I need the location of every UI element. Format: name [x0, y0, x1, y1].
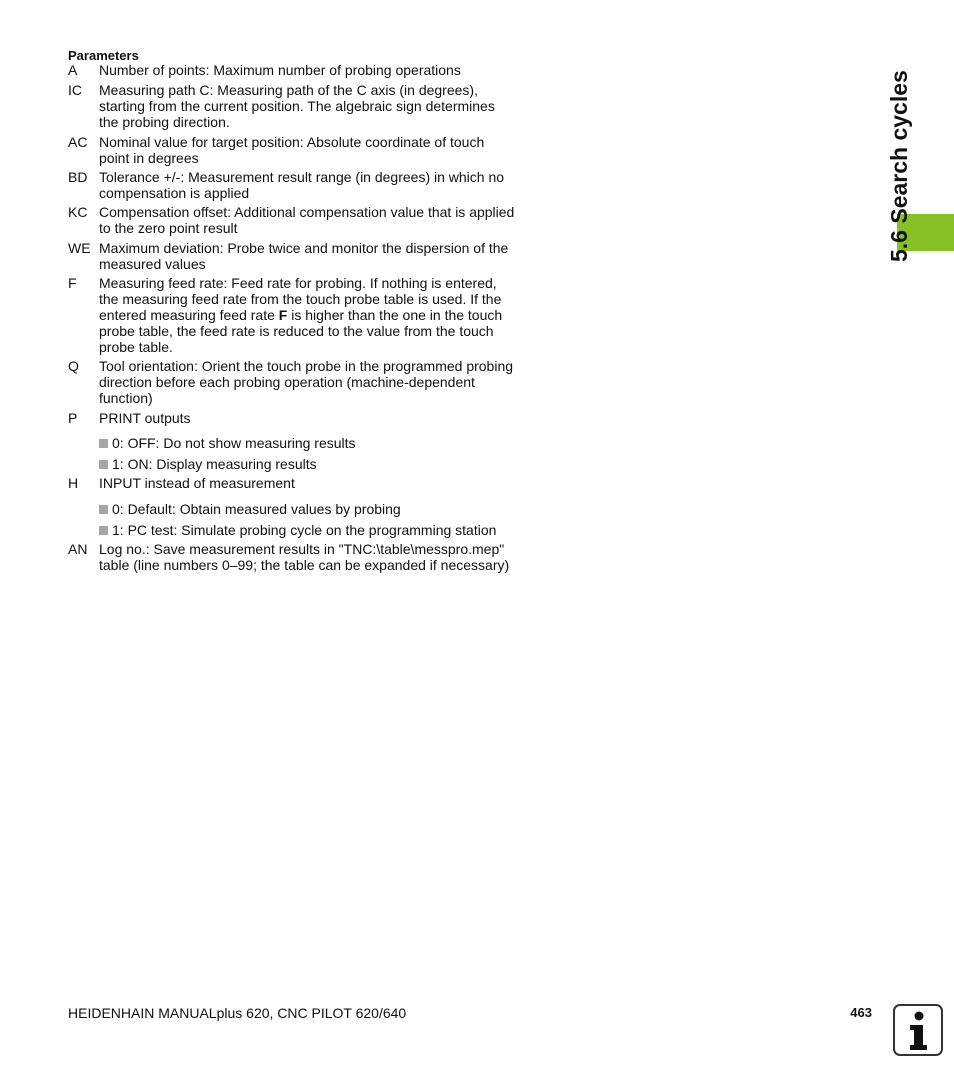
- option-item: [99, 456, 518, 472]
- param-code: IC: [68, 82, 82, 98]
- param-an: [68, 541, 518, 573]
- param-code: AN: [68, 541, 88, 557]
- param-description: Tolerance +/-: Measurement result range (in degrees) in which no compensation is applied: [99, 169, 505, 201]
- param-code: Q: [68, 358, 79, 374]
- param-code: P: [68, 410, 78, 426]
- param-description: PRINT outputs: [99, 410, 191, 426]
- param-description: Tool orientation: Orient the touch probe in the programmed probing direction before each probing operation (machine-dependent function): [99, 358, 514, 406]
- param-p: [68, 410, 518, 426]
- parameter-list: [68, 62, 518, 573]
- param-code: WE: [68, 240, 91, 256]
- option-label: 1: ON: Display measuring results: [112, 456, 317, 472]
- bullet-square-icon: [99, 505, 108, 514]
- bullet-square-icon: [99, 526, 108, 535]
- param-h: [68, 475, 518, 491]
- param-description: Nominal value for target position: Absolute coordinate of touch point in degrees: [99, 134, 485, 166]
- option-label: 0: OFF: Do not show measuring results: [112, 435, 356, 451]
- param-q: [68, 358, 518, 406]
- param-text-before: Measuring feed rate: Feed rate for probing. If nothing is entered, the measuring feed rate from the touch probe table is used. If the entered measuring feed rate: [99, 275, 502, 323]
- option-label: 1: PC test: Simulate probing cycle on the programming station: [112, 522, 497, 538]
- param-description: INPUT instead of measurement: [99, 475, 295, 491]
- param-a: [68, 62, 518, 78]
- option-item: [99, 501, 518, 517]
- info-icon: [893, 1004, 943, 1056]
- section-title: 5.6 Search cycles: [886, 70, 912, 262]
- param-description: Maximum deviation: Probe twice and monitor the dispersion of the measured values: [99, 240, 509, 272]
- param-bold-f: F: [278, 307, 288, 323]
- param-code: BD: [68, 169, 88, 185]
- param-code: AC: [68, 134, 88, 150]
- param-f: [68, 275, 518, 355]
- param-code: A: [68, 62, 78, 78]
- option-label: 0: Default: Obtain measured values by probing: [112, 501, 401, 517]
- page-number: 463: [850, 1005, 872, 1020]
- option-item: [99, 435, 518, 451]
- param-text-after: is higher than the one in the touch probe table, the feed rate is reduced to the value from the touch probe table.: [99, 307, 503, 355]
- param-ac: [68, 134, 518, 166]
- param-bd: [68, 169, 518, 201]
- param-code: KC: [68, 204, 88, 220]
- param-description: Number of points: Maximum number of probing operations: [99, 62, 461, 78]
- param-description: [99, 275, 518, 355]
- param-we: [68, 240, 518, 272]
- param-code: H: [68, 475, 79, 491]
- param-description: Compensation offset: Additional compensation value that is applied to the zero point result: [99, 204, 515, 236]
- param-ic: [68, 82, 518, 130]
- param-description: Log no.: Save measurement results in "TNC:\table\messpro.mep" table (line numbers 0–99; the table can be expanded if necessary): [99, 541, 510, 573]
- parameters-heading: Parameters: [68, 48, 139, 63]
- option-item: [99, 522, 518, 538]
- bullet-square-icon: [99, 460, 108, 469]
- param-code: F: [68, 275, 77, 291]
- footer-text: HEIDENHAIN MANUALplus 620, CNC PILOT 620/640: [68, 1005, 407, 1021]
- param-kc: [68, 204, 518, 236]
- param-description: Measuring path C: Measuring path of the C axis (in degrees), starting from the current position. The algebraic sign determines the probing direction.: [99, 82, 495, 130]
- bullet-square-icon: [99, 439, 108, 448]
